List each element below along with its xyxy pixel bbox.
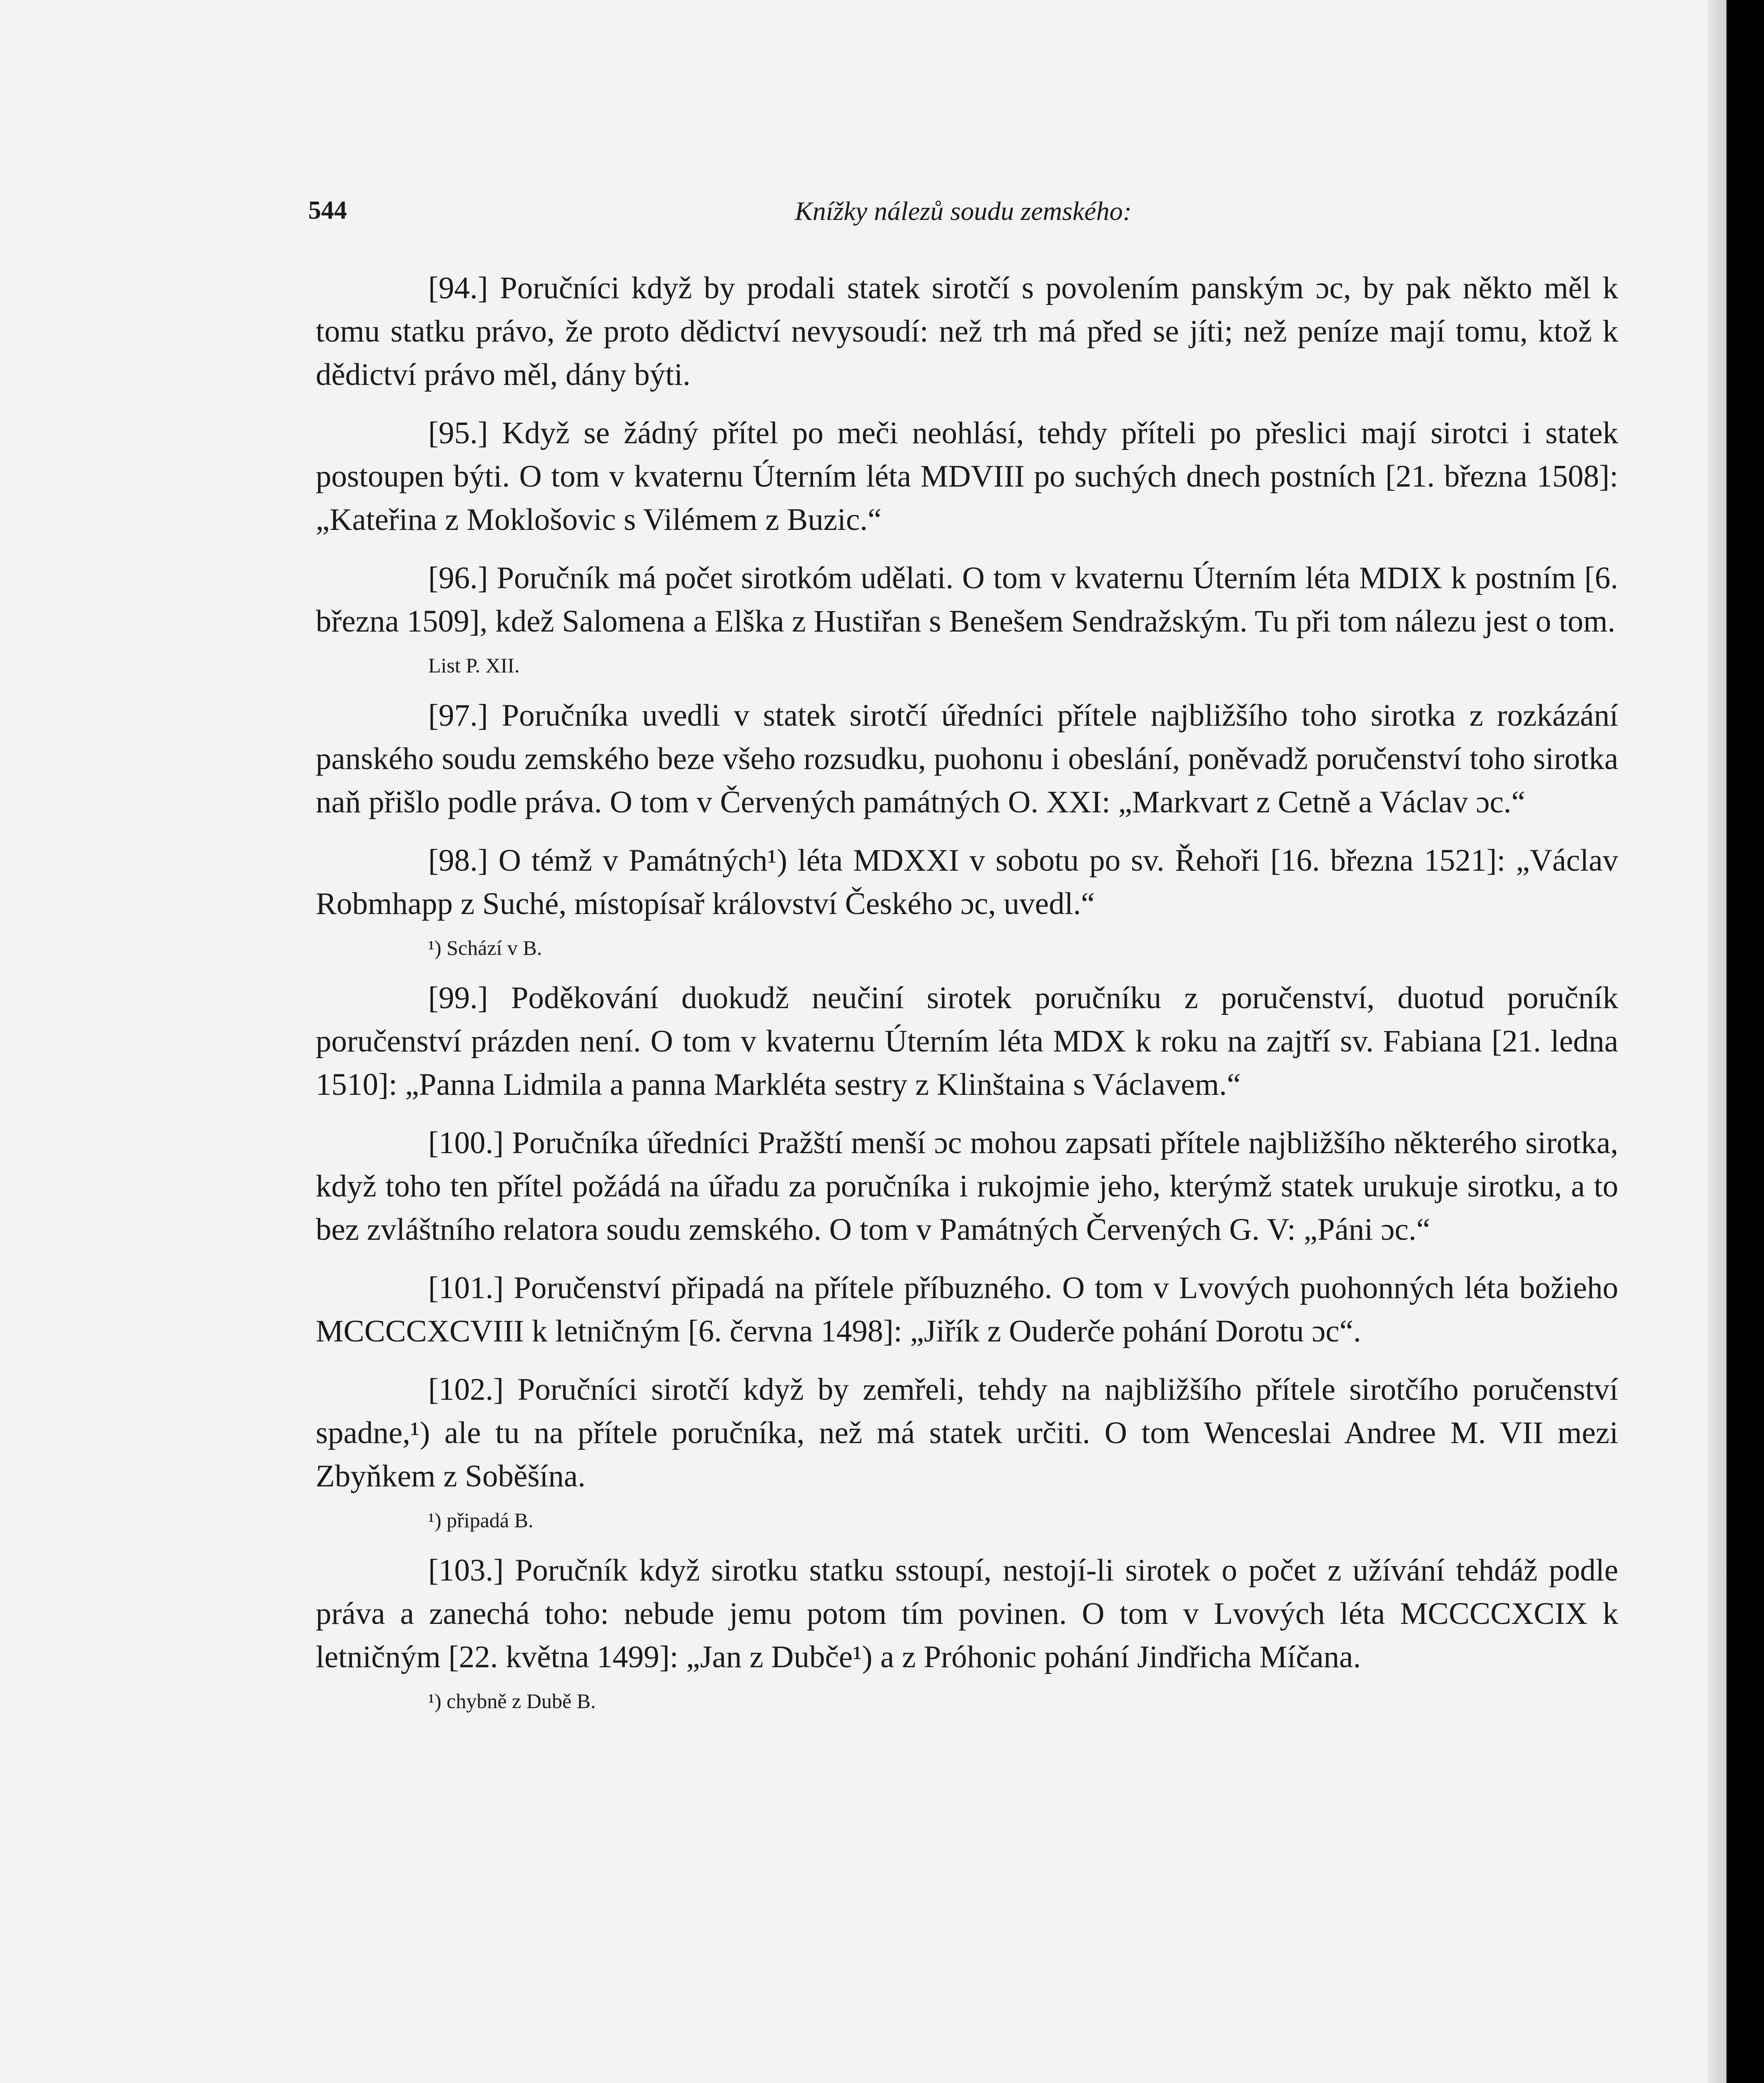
running-title: Knížky nálezů soudu zemského: xyxy=(795,196,1132,226)
paragraph-102: [102.] Poručníci sirotčí když by zemřeli, tehdy na najbližšího přítele sirotčího poručenství spadne,¹) ale tu na přítele poručníka, než má statek určiti. O tom Wenceslai Andree M. VII mezi Zbyňkem z Soběšína. xyxy=(316,1372,1618,1494)
footnote-98: ¹) Schází v B. xyxy=(428,936,542,959)
paragraph-95: [95.] Když se žádný přítel po meči neohlásí, tehdy příteli po přeslici mají sirotci i statek postoupen býti. O tom v kvaternu Úterním léta MDVIII po suchých dnech postních [21. března 1508]: „Kateřina z Moklošovic s Vilémem z Buzic.“ xyxy=(316,416,1618,537)
page-edge-shadow xyxy=(1708,0,1727,2083)
list-note: List P. XII. xyxy=(428,654,520,677)
main-text xyxy=(316,267,1618,1730)
page-number: 544 xyxy=(308,196,347,225)
paragraph-96: [96.] Poručník má počet sirotkóm udělati. O tom v kvaternu Úterním léta MDIX k postním [6. března 1509], kdež Salomena a Elška z Hustiřan s Benešem Sendražským. Tu při tom nálezu jest o tom. xyxy=(316,561,1618,639)
paragraph-100: [100.] Poručníka úředníci Pražští menší ɔc mohou zapsati přítele najbližšího některého sirotka, když toho ten přítel požádá na úřadu za poručníka i rukojmie jeho, kterýmž statek urukuje sirotku, a to bez zvláštního relatora soudu zemského. O tom v Památných Červených G. V: „Páni ɔc.“ xyxy=(316,1126,1618,1247)
footnote-103: ¹) chybně z Dubě B. xyxy=(428,1689,596,1713)
paragraph-98: [98.] O témž v Památných¹) léta MDXXI v sobotu po sv. Řehoři [16. března 1521]: „Václav Robmhapp z Suché, místopísař království Českého ɔc, uvedl.“ xyxy=(316,843,1618,921)
paragraph-103: [103.] Poručník když sirotku statku sstoupí, nestojí-li sirotek o počet z užívání tehdáž podle práva a zanechá toho: nebude jemu potom tím povinen. O tom v Lvových léta MCCCCXCIX k letničným [22. května 1499]: „Jan z Dubče¹) a z Próhonic pohání Jindřicha Míčana. xyxy=(316,1553,1618,1674)
paragraph-94: [94.] Poručníci když by prodali statek sirotčí s povolením panským ɔc, by pak někto měl k tomu statku právo, že proto dědictví nevysoudí: než trh má před se jíti; než peníze mají tomu, ktož k dědictví právo měl, dány býti. xyxy=(316,271,1618,392)
paragraph-97: [97.] Poručníka uvedli v statek sirotčí úředníci přítele najbližšího toho sirotka z rozkázání panského soudu zemského beze všeho rozsudku, puohonu i obeslání, poněvadž poručenství toho sirotka naň přišlo podle práva. O tom v Červených památných O. XXI: „Markvart z Cetně a Václav ɔc.“ xyxy=(316,698,1618,819)
footnote-102: ¹) připadá B. xyxy=(428,1509,534,1532)
paragraph-99: [99.] Poděkování duokudž neučiní sirotek poručníku z poručenství, duotud poručník poručenství prázden není. O tom v kvaternu Úterním léta MDX k roku na zajtří sv. Fabiana [21. ledna 1510]: „Panna Lidmila a panna Markléta sestry z Klinštaina s Václavem.“ xyxy=(316,981,1618,1102)
paragraph-101: [101.] Poručenství připadá na přítele příbuzného. O tom v Lvových puohonných léta božieho MCCCCXCVIII k letničným [6. června 1498]: „Jiřík z Ouderče pohání Dorotu ɔc“. xyxy=(316,1271,1618,1349)
page-header xyxy=(308,196,1618,237)
